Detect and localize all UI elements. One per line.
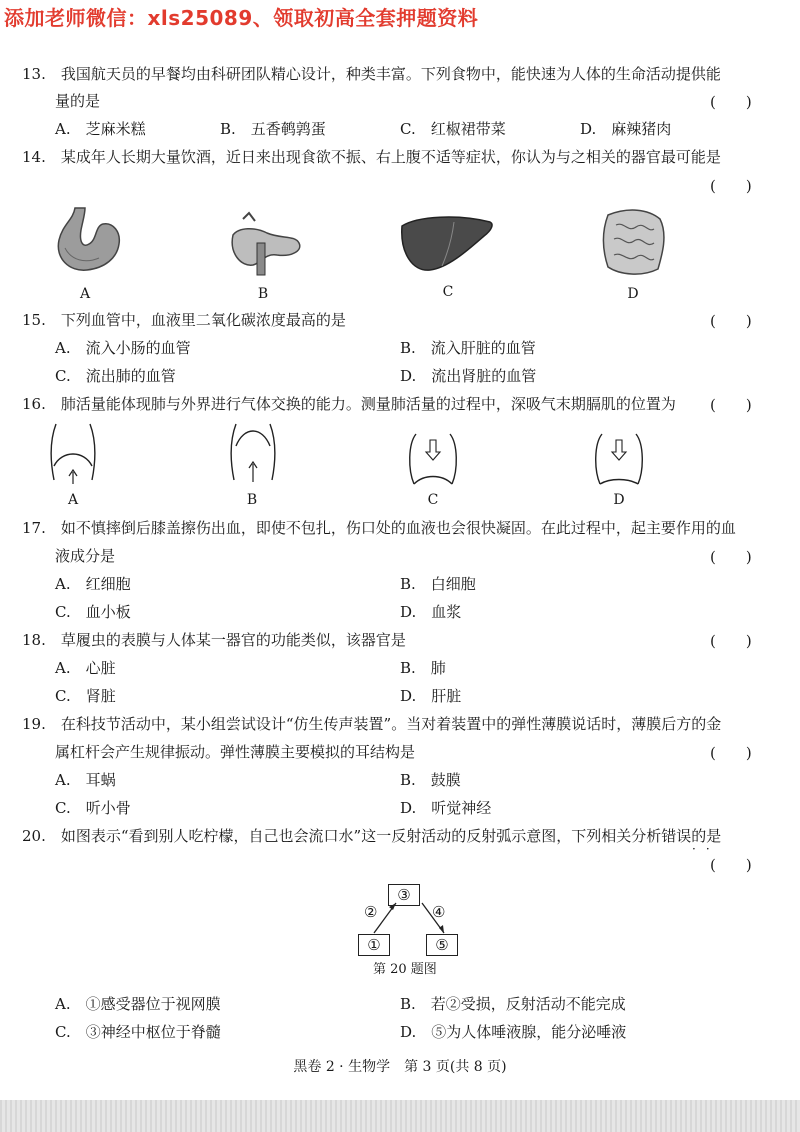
q15-answer-blank[interactable]: ( ) bbox=[710, 312, 752, 330]
intestine-image[interactable] bbox=[598, 205, 670, 280]
diaphragm-fig-a[interactable] bbox=[48, 420, 98, 490]
diaphragm-fig-b[interactable] bbox=[228, 420, 278, 490]
q14-label-a: A bbox=[79, 286, 91, 302]
liver-image[interactable] bbox=[398, 212, 498, 277]
q19-answer-blank[interactable]: ( ) bbox=[710, 744, 752, 762]
q15-stem: 15. 下列血管中，血液里二氧化碳浓度最高的是 bbox=[22, 311, 346, 329]
q13-stem-1: 13. 我国航天员的早餐均由科研团队精心设计，种类丰富。下列食物中，能快速为人体的生命活动提供能 bbox=[22, 65, 721, 83]
q13-option-c[interactable]: C. 红椒裙带菜 bbox=[400, 120, 506, 138]
q19-option-b[interactable]: B. 鼓膜 bbox=[400, 771, 461, 789]
q14-label-c: C bbox=[442, 284, 454, 300]
diaphragm-fig-c[interactable] bbox=[406, 430, 460, 490]
q20-option-c[interactable]: C. ③神经中枢位于脊髓 bbox=[55, 1023, 221, 1041]
q16-answer-blank[interactable]: ( ) bbox=[710, 396, 752, 414]
q16-label-b: B bbox=[246, 492, 258, 508]
promo-banner: 添加老师微信：xls25089、领取初高全套押题资料 bbox=[4, 6, 479, 30]
q20-option-a[interactable]: A. ①感受器位于视网膜 bbox=[55, 995, 221, 1013]
q13-answer-blank[interactable]: ( ) bbox=[710, 93, 752, 111]
q18-option-c[interactable]: C. 肾脏 bbox=[55, 687, 116, 705]
q19-stem-1: 19. 在科技节活动中，某小组尝试设计“仿生传声装置”。当对着装置中的弹性薄膜说话时，薄膜后方的金 bbox=[22, 715, 722, 733]
q18-option-a[interactable]: A. 心脏 bbox=[55, 659, 116, 677]
q17-option-a[interactable]: A. 红细胞 bbox=[55, 575, 131, 593]
q15-option-b[interactable]: B. 流入肝脏的血管 bbox=[400, 339, 536, 357]
figure-caption: 第 20 题图 bbox=[373, 962, 437, 977]
pancreas-image[interactable] bbox=[225, 205, 305, 280]
q16-label-c: C bbox=[427, 492, 439, 508]
q15-option-c[interactable]: C. 流出肺的血管 bbox=[55, 367, 176, 385]
q17-answer-blank[interactable]: ( ) bbox=[710, 548, 752, 566]
q16-label-d: D bbox=[613, 492, 625, 508]
reflex-label-4: ④ bbox=[432, 903, 446, 921]
q18-stem: 18. 草履虫的表膜与人体某一器官的功能类似，该器官是 bbox=[22, 631, 406, 649]
q18-option-b[interactable]: B. 肺 bbox=[400, 659, 446, 677]
q17-stem-1: 17. 如不慎摔倒后膝盖擦伤出血，即使不包扎，伤口处的血液也会很快凝固。在此过程中，起主要作用的血 bbox=[22, 519, 736, 537]
q14-answer-blank[interactable]: ( ) bbox=[710, 177, 752, 195]
reflex-node-5: ⑤ bbox=[426, 934, 458, 956]
q18-answer-blank[interactable]: ( ) bbox=[710, 632, 752, 650]
scan-edge-band bbox=[0, 1100, 800, 1132]
q17-stem-2: 液成分是 bbox=[55, 547, 116, 565]
q16-label-a: A bbox=[67, 492, 79, 508]
reflex-node-1: ① bbox=[358, 934, 390, 956]
q13-stem-2: 量的是 bbox=[55, 92, 101, 110]
q15-option-d[interactable]: D. 流出肾脏的血管 bbox=[400, 367, 537, 385]
reflex-node-3: ③ bbox=[388, 884, 420, 906]
page-footer: 黑卷 2 · 生物学 第 3 页(共 8 页) bbox=[293, 1059, 507, 1075]
q19-option-a[interactable]: A. 耳蜗 bbox=[55, 771, 116, 789]
q17-option-b[interactable]: B. 白细胞 bbox=[400, 575, 476, 593]
stomach-image[interactable] bbox=[45, 200, 125, 280]
q20-option-d[interactable]: D. ⑤为人体唾液腺，能分泌唾液 bbox=[400, 1023, 627, 1041]
q16-stem: 16. 肺活量能体现肺与外界进行气体交换的能力。测量肺活量的过程中，深吸气末期膈肌的位置为 bbox=[22, 395, 676, 413]
reflex-label-2: ② bbox=[364, 903, 378, 921]
q13-option-d[interactable]: D. 麻辣猪肉 bbox=[580, 120, 672, 138]
q19-stem-2: 属杠杆会产生规律振动。弹性薄膜主要模拟的耳结构是 bbox=[55, 743, 416, 761]
q17-option-c[interactable]: C. 血小板 bbox=[55, 603, 131, 621]
q14-stem: 14. 某成年人长期大量饮酒，近日来出现食欲不振、右上腹不适等症状，你认为与之相关的器官最可能是 bbox=[22, 148, 721, 166]
q14-label-b: B bbox=[257, 286, 269, 302]
q18-option-d[interactable]: D. 肝脏 bbox=[400, 687, 462, 705]
q15-option-a[interactable]: A. 流入小肠的血管 bbox=[55, 339, 191, 357]
q13-option-a[interactable]: A. 芝麻米糕 bbox=[55, 120, 146, 138]
q13-option-b[interactable]: B. 五香鹌鹑蛋 bbox=[220, 120, 326, 138]
q20-answer-blank[interactable]: ( ) bbox=[710, 856, 752, 874]
emphasis-dots: ·· bbox=[692, 842, 720, 856]
q20-stem: 20. 如图表示“看到别人吃柠檬，自己也会流口水”这一反射活动的反射弧示意图，下列相关分析错误的是 bbox=[22, 827, 722, 845]
q20-option-b[interactable]: B. 若②受损，反射活动不能完成 bbox=[400, 995, 626, 1013]
q17-option-d[interactable]: D. 血浆 bbox=[400, 603, 462, 621]
diaphragm-fig-d[interactable] bbox=[592, 430, 646, 490]
q14-label-d: D bbox=[627, 286, 639, 302]
q19-option-d[interactable]: D. 听觉神经 bbox=[400, 799, 492, 817]
q19-option-c[interactable]: C. 听小骨 bbox=[55, 799, 131, 817]
